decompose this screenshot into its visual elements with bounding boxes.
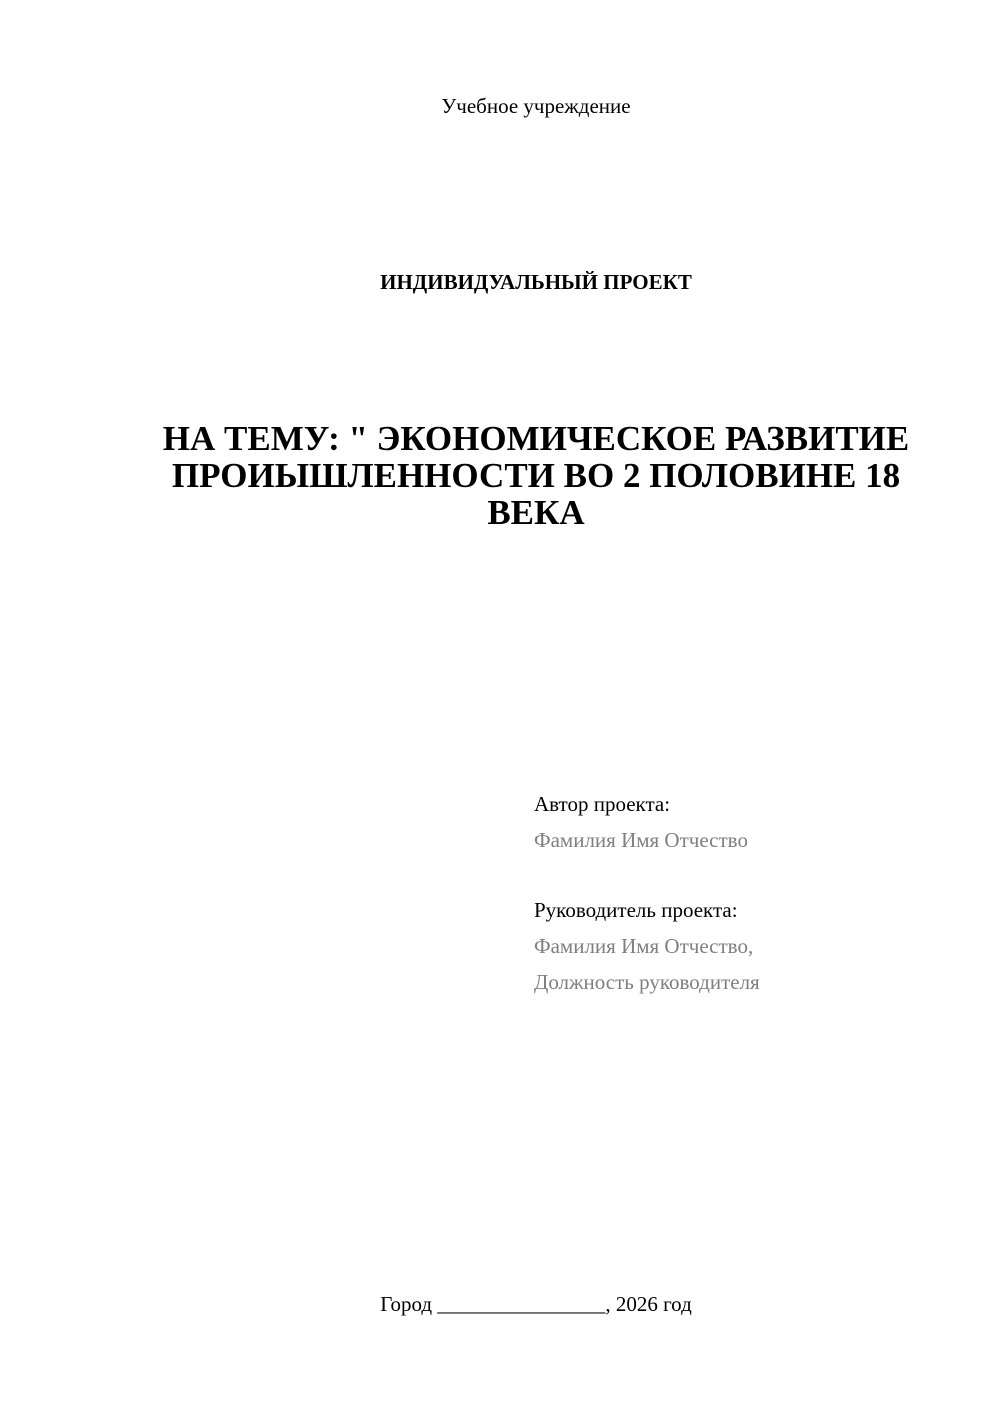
year-text: , 2026 год	[605, 1292, 692, 1316]
author-name: Фамилия Имя Отчество	[534, 828, 748, 852]
author-block	[534, 786, 954, 858]
city-blank: ________________	[437, 1292, 606, 1316]
city-year-line	[0, 1290, 1000, 1318]
author-label: Автор проекта:	[534, 792, 671, 816]
supervisor-position: Должность руководителя	[534, 970, 760, 994]
city-label: Город	[380, 1292, 433, 1316]
document-type: ИНДИВИДУАЛЬНЫЙ ПРОЕКТ	[380, 270, 692, 294]
supervisor-label: Руководитель проекта:	[534, 898, 738, 922]
supervisor-block	[534, 892, 954, 1000]
supervisor-name: Фамилия Имя Отчество,	[534, 934, 754, 958]
institution-name: Учебное учреждение	[441, 94, 631, 118]
project-topic: НА ТЕМУ: " ЭКОНОМИЧЕСКОЕ РАЗВИТИЕ ПРОИЫШЛЕННОСТИ ВО 2 ПОЛОВИНЕ 18 ВЕКА	[162, 419, 910, 532]
